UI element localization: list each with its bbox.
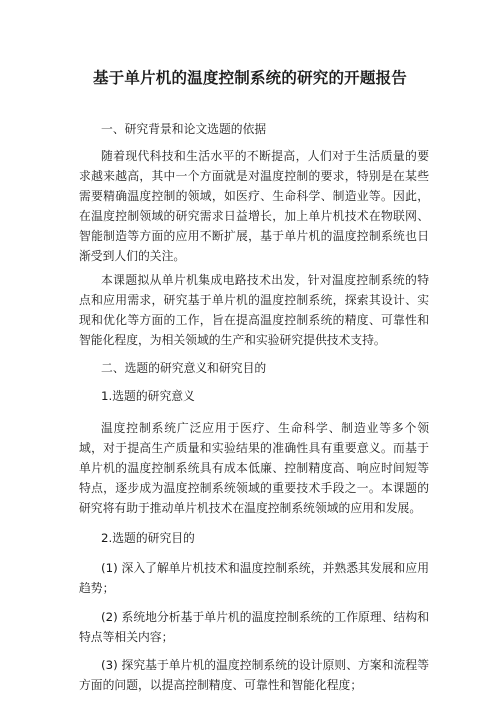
document-body xyxy=(79,119,429,705)
section1-heading: 一、研究背景和论文选题的依据 xyxy=(101,122,267,136)
document-title: 基于单片机的温度控制系统的研究的开题报告 xyxy=(92,69,407,87)
subsection1-heading: 1.选题的研究意义 xyxy=(101,389,195,403)
subsection2-heading: 2.选题的研究目的 xyxy=(101,531,195,545)
goal-item-1: (1) 深入了解单片机技术和温度控制系统，并熟悉其发展和应用趋势； xyxy=(79,561,429,595)
subsection1-paragraph: 温度控制系统广泛应用于医疗、生命科学、制造业等多个领域，对于提高生产质量和实验结果的准确性具有重要意义。而基于单片机的温度控制系统具有成本低廉、控制精度高、响应时间短等特点，逐步成为温度控制系统领域的重要技术手段之一。本课题的研究将有助于推动单片机技术在温度控制系统领域的应用和发展。 xyxy=(79,421,429,515)
goal-item-3: (3) 探究基于单片机的温度控制系统的设计原则、方案和流程等方面的问题，以提高控制精度、可靠性和智能化程度； xyxy=(79,658,429,692)
goal-item-2: (2) 系统地分析基于单片机的温度控制系统的工作原理、结构和特点等相关内容； xyxy=(79,610,429,644)
section1-paragraph-2: 本课题拟从单片机集成电路技术出发，针对温度控制系统的特点和应用需求，研究基于单片机的温度控制系统，探索其设计、实现和优化等方面的工作，旨在提高温度控制系统的精度、可靠性和智能化程度，为相关领域的生产和实验研究提供技术支持。 xyxy=(79,273,429,347)
section1-paragraph-1: 随着现代科技和生活水平的不断提高，人们对于生活质量的要求越来越高，其中一个方面就是对温度控制的要求，特别是在某些需要精确温度控制的领域，如医疗、生命科学、制造业等。因此，在温度控制领域的研究需求日益增长，加上单片机技术在物联网、智能制造等方面的应用不断扩展，基于单片机的温度控制系统也日渐受到人们的关注。 xyxy=(79,149,429,263)
section2-heading: 二、选题的研究意义和研究目的 xyxy=(101,361,267,375)
